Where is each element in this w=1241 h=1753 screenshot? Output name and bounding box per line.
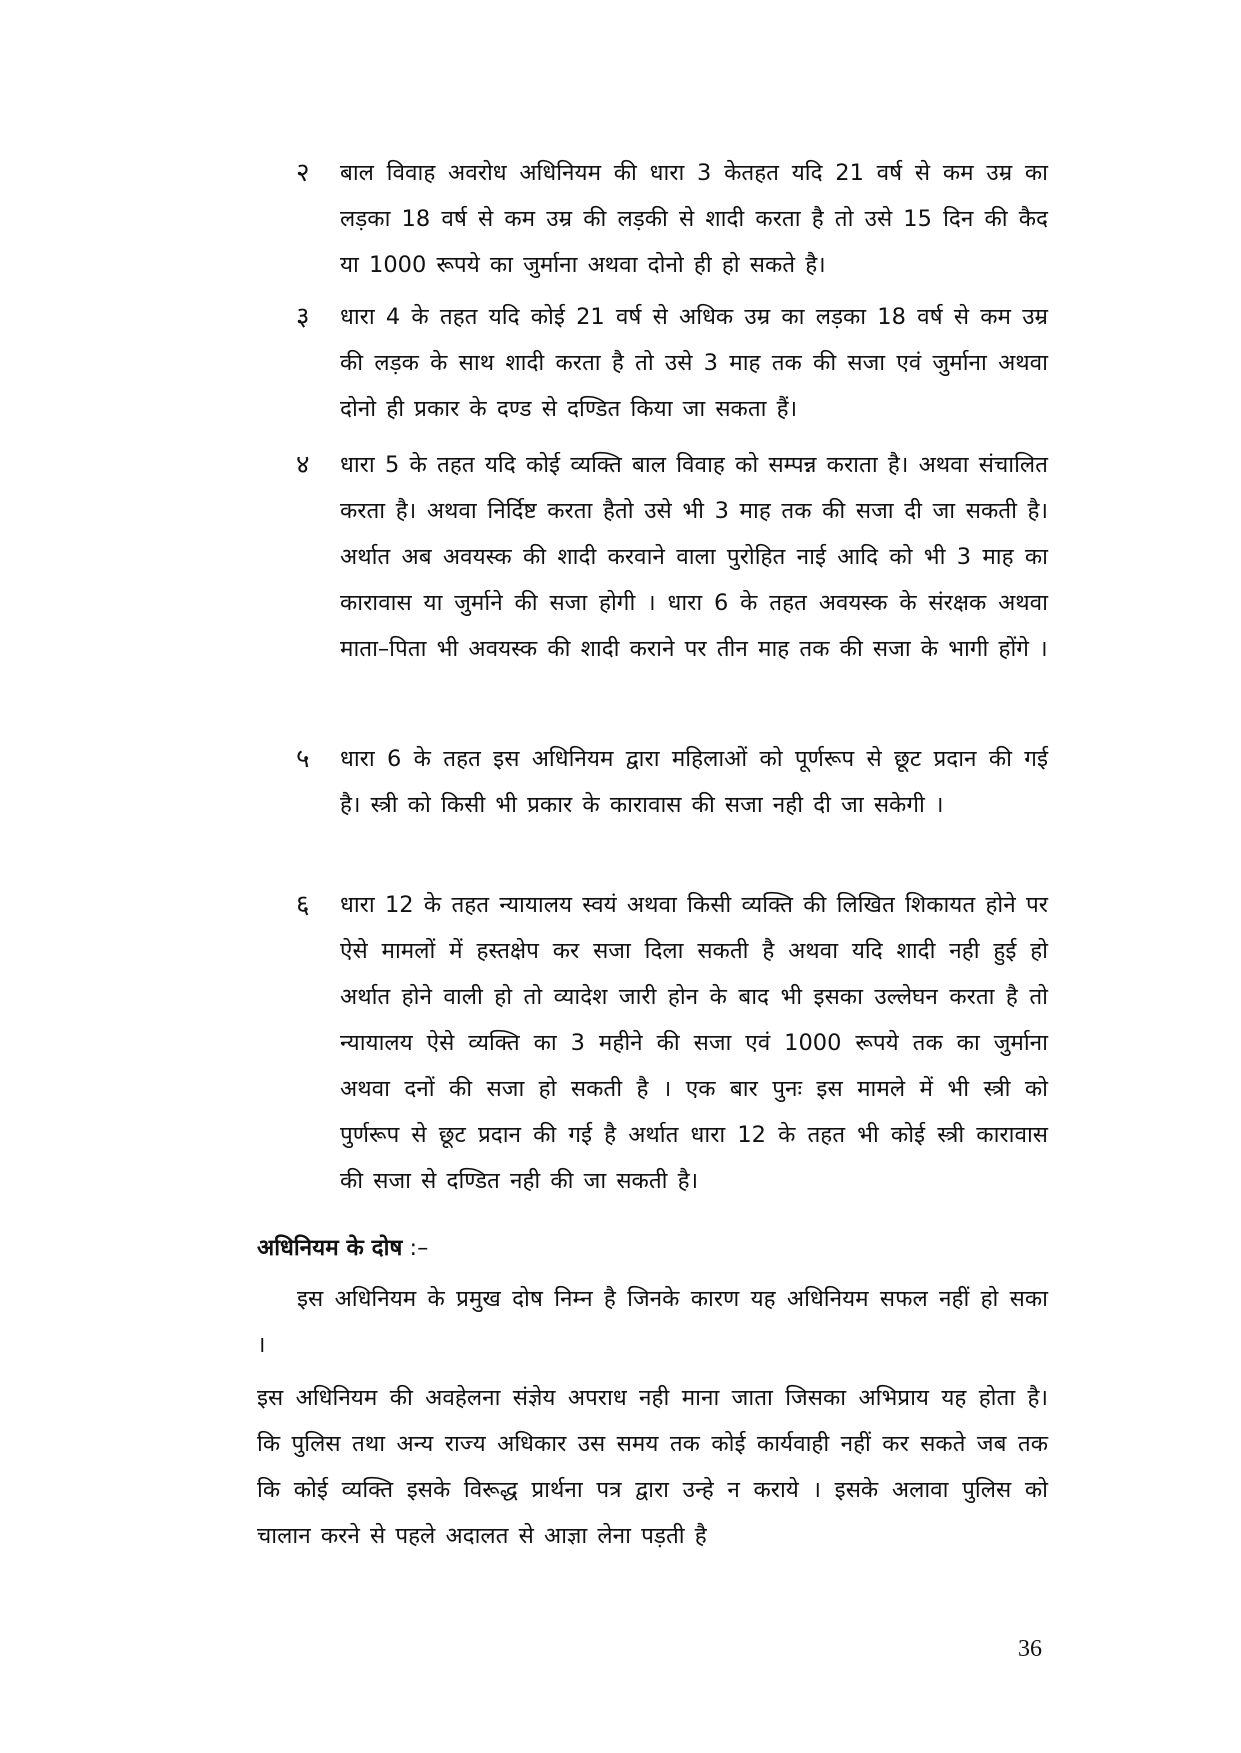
list-item-text: बाल विवाह अवरोध अधिनियम की धारा 3 केतहत यदि 21 वर्ष से कम उम्र का लड़का 18 वर्ष से कम उम्र की लड़की से शादी करता है तो उसे 15 दिन की कैद या 1000 रूपये का जुर्माना अथवा दोनो ही हो सकते है।: [340, 160, 1048, 278]
list-item-number: २: [296, 158, 310, 188]
list-item-5: [296, 736, 1048, 828]
list-item-3: [296, 294, 1048, 432]
paragraph-intro: इस अधिनियम के प्रमुख दोष निम्न है जिनके कारण यह अधिनियम सफल नहीं हो सका ।: [257, 1286, 1048, 1358]
page-number: 36: [1018, 1636, 1042, 1662]
list-item-6: [296, 882, 1048, 1204]
list-item-text: धारा 4 के तहत यदि कोई 21 वर्ष से अधिक उम्र का लड़का 18 वर्ष से कम उम्र की लड़क के साथ शादी करता है तो उसे 3 माह तक की सजा एवं जुर्माना अथवा दोनो ही प्रकार के दण्ड से दण्डित किया जा सकता हैं।: [340, 304, 1048, 422]
list-item-number: ३: [296, 302, 310, 332]
section-heading-suffix: :–: [402, 1235, 429, 1261]
section-heading: [257, 1228, 428, 1268]
list-item-number: ५: [296, 744, 310, 774]
list-item-number: ४: [296, 450, 310, 480]
section-heading-text: अधिनियम के दोष: [257, 1235, 403, 1261]
list-item-text: धारा 5 के तहत यदि कोई व्यक्ति बाल विवाह को सम्पन्न कराता है। अथवा संचालित करता है। अथवा निर्दिष्ट करता हैतो उसे भी 3 माह तक की सजा दी जा सकती है। अर्थात अब अवयस्क की शादी करवाने वाला पुरोहित नाई आदि को भी 3 माह का कारावास या जुर्माने की सजा होगी । धारा 6 के तहत अवयस्क के संरक्षक अथवा माता–पिता भी अवयस्क की शादी कराने पर तीन माह तक की सजा के भागी होंगे ।: [340, 452, 1048, 662]
paragraph-body: इस अधिनियम की अवहेलना संज्ञेय अपराध नही माना जाता जिसका अभिप्राय यह होता है। कि पुलिस तथा अन्य राज्य अधिकार उस समय तक कोई कार्यवाही नहीं कर सकते जब तक कि कोई व्यक्ति इसके विरूद्ध प्रार्थना पत्र द्वारा उन्हे न कराये । इसके अलावा पुलिस को चालान करने से पहले अदालत से आज्ञा लेना पड़ती है: [257, 1385, 1048, 1549]
list-item-4: [296, 442, 1048, 672]
list-item-number: ६: [296, 890, 310, 920]
list-item-text: धारा 12 के तहत न्यायालय स्वयं अथवा किसी व्यक्ति की लिखित शिकायत होने पर ऐसे मामलों में हस्तक्षेप कर सजा दिला सकती है अथवा यदि शादी नही हुई हो अर्थात होने वाली हो तो व्यादेश जारी होन के बाद भी इसका उल्लेघन करता है तो न्यायालय ऐसे व्यक्ति का 3 महीने की सजा एवं 1000 रूपये तक का जुर्माना अथवा दनों की सजा हो सकती है । एक बार पुनः इस मामले में भी स्त्री को पुर्णरूप से छूट प्रदान की गई है अर्थात धारा 12 के तहत भी कोई स्त्री कारावास की सजा से दण्डित नही की जा सकती है।: [340, 892, 1048, 1194]
list-item-2: [296, 150, 1048, 288]
list-item-text: धारा 6 के तहत इस अधिनियम द्वारा महिलाओं को पूर्णरूप से छूट प्रदान की गई है। स्त्री को किसी भी प्रकार के कारावास की सजा नही दी जा सकेगी ।: [340, 746, 1048, 818]
